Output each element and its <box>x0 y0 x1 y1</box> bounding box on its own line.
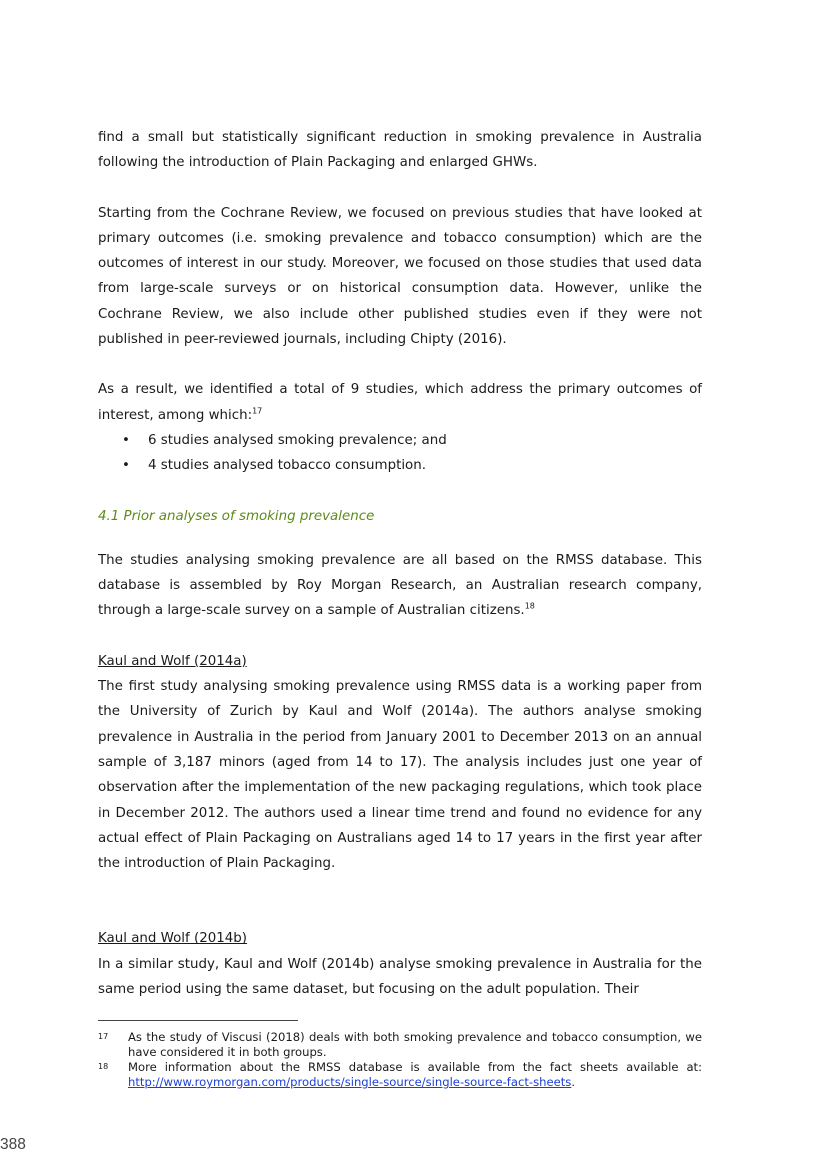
footnote-text: As the study of Viscusi (2018) deals with both smoking prevalence and tobacco consumption, we have considered it in both groups. <box>128 1030 702 1059</box>
paragraph <box>98 548 702 624</box>
footnote-17 <box>98 1030 702 1060</box>
bullet-list <box>98 428 702 479</box>
page-number: 388 <box>0 1136 26 1153</box>
footnote-ref-17[interactable]: 17 <box>252 406 263 416</box>
footnote-period: . <box>571 1075 576 1089</box>
paragraph <box>98 377 702 428</box>
footnote-18 <box>98 1060 702 1090</box>
footnote-number: 17 <box>98 1032 109 1041</box>
roymorgan-link[interactable]: http://www.roymorgan.com/products/single-source/single-source-fact-sheets <box>128 1075 572 1089</box>
paragraph-text: As a result, we identified a total of 9 studies, which address the primary outcomes of interest, among which: <box>98 382 702 423</box>
section-heading: 4.1 Prior analyses of smoking prevalence <box>98 508 375 524</box>
paragraph: The first study analysing smoking prevalence using RMSS data is a working paper from the University of Zurich by Kaul and Wolf (2014a). The authors analyse smoking prevalence in Australia in the period from January 2001 to December 2013 on an annual sample of 3,187 minors (aged from 14 to 17). The analysis includes just one year of observation after the implementation of the new packaging regulations, which took place in December 2012. The authors used a linear time trend and found no evidence for any actual effect of Plain Packaging on Australians aged 14 to 17 years in the first year after the introduction of Plain Packaging. <box>98 679 702 872</box>
paragraph: find a small but statistically significant reduction in smoking prevalence in Australia following the introduction of Plain Packaging and enlarged GHWs. <box>98 130 702 171</box>
footnotes <box>98 1030 702 1090</box>
footnote-body <box>128 1060 702 1090</box>
paragraph: Starting from the Cochrane Review, we focused on previous studies that have looked at primary outcomes (i.e. smoking prevalence and tobacco consumption) which are the outcomes of interest in our study. Moreover, we focused on those studies that used data from large-scale surveys or on historical consumption data. However, unlike the Cochrane Review, we also include other published studies even if they were not published in peer-reviewed journals, including Chipty (2016). <box>98 205 702 348</box>
paragraph: In a similar study, Kaul and Wolf (2014b) analyse smoking prevalence in Australia for the same period using the same dataset, but focusing on the adult population. Their <box>98 956 702 998</box>
list-item: • 6 studies analysed smoking prevalence; and <box>98 428 702 453</box>
study-heading: Kaul and Wolf (2014b) <box>98 931 248 947</box>
page-body <box>98 125 702 1002</box>
footnote-text: More information about the RMSS database is available from the fact sheets available at: <box>128 1060 702 1074</box>
footnote-divider <box>98 1020 298 1021</box>
study-heading: Kaul and Wolf (2014a) <box>98 653 247 669</box>
paragraph-text: The studies analysing smoking prevalence are all based on the RMSS database. This database is assembled by Roy Morgan Research, an Australian research company, through a large-scale survey on a sample of Australian citizens. <box>98 552 702 619</box>
footnote-number: 18 <box>98 1062 109 1071</box>
footnote-ref-18[interactable]: 18 <box>524 601 535 611</box>
list-item: • 4 studies analysed tobacco consumption. <box>98 453 702 478</box>
